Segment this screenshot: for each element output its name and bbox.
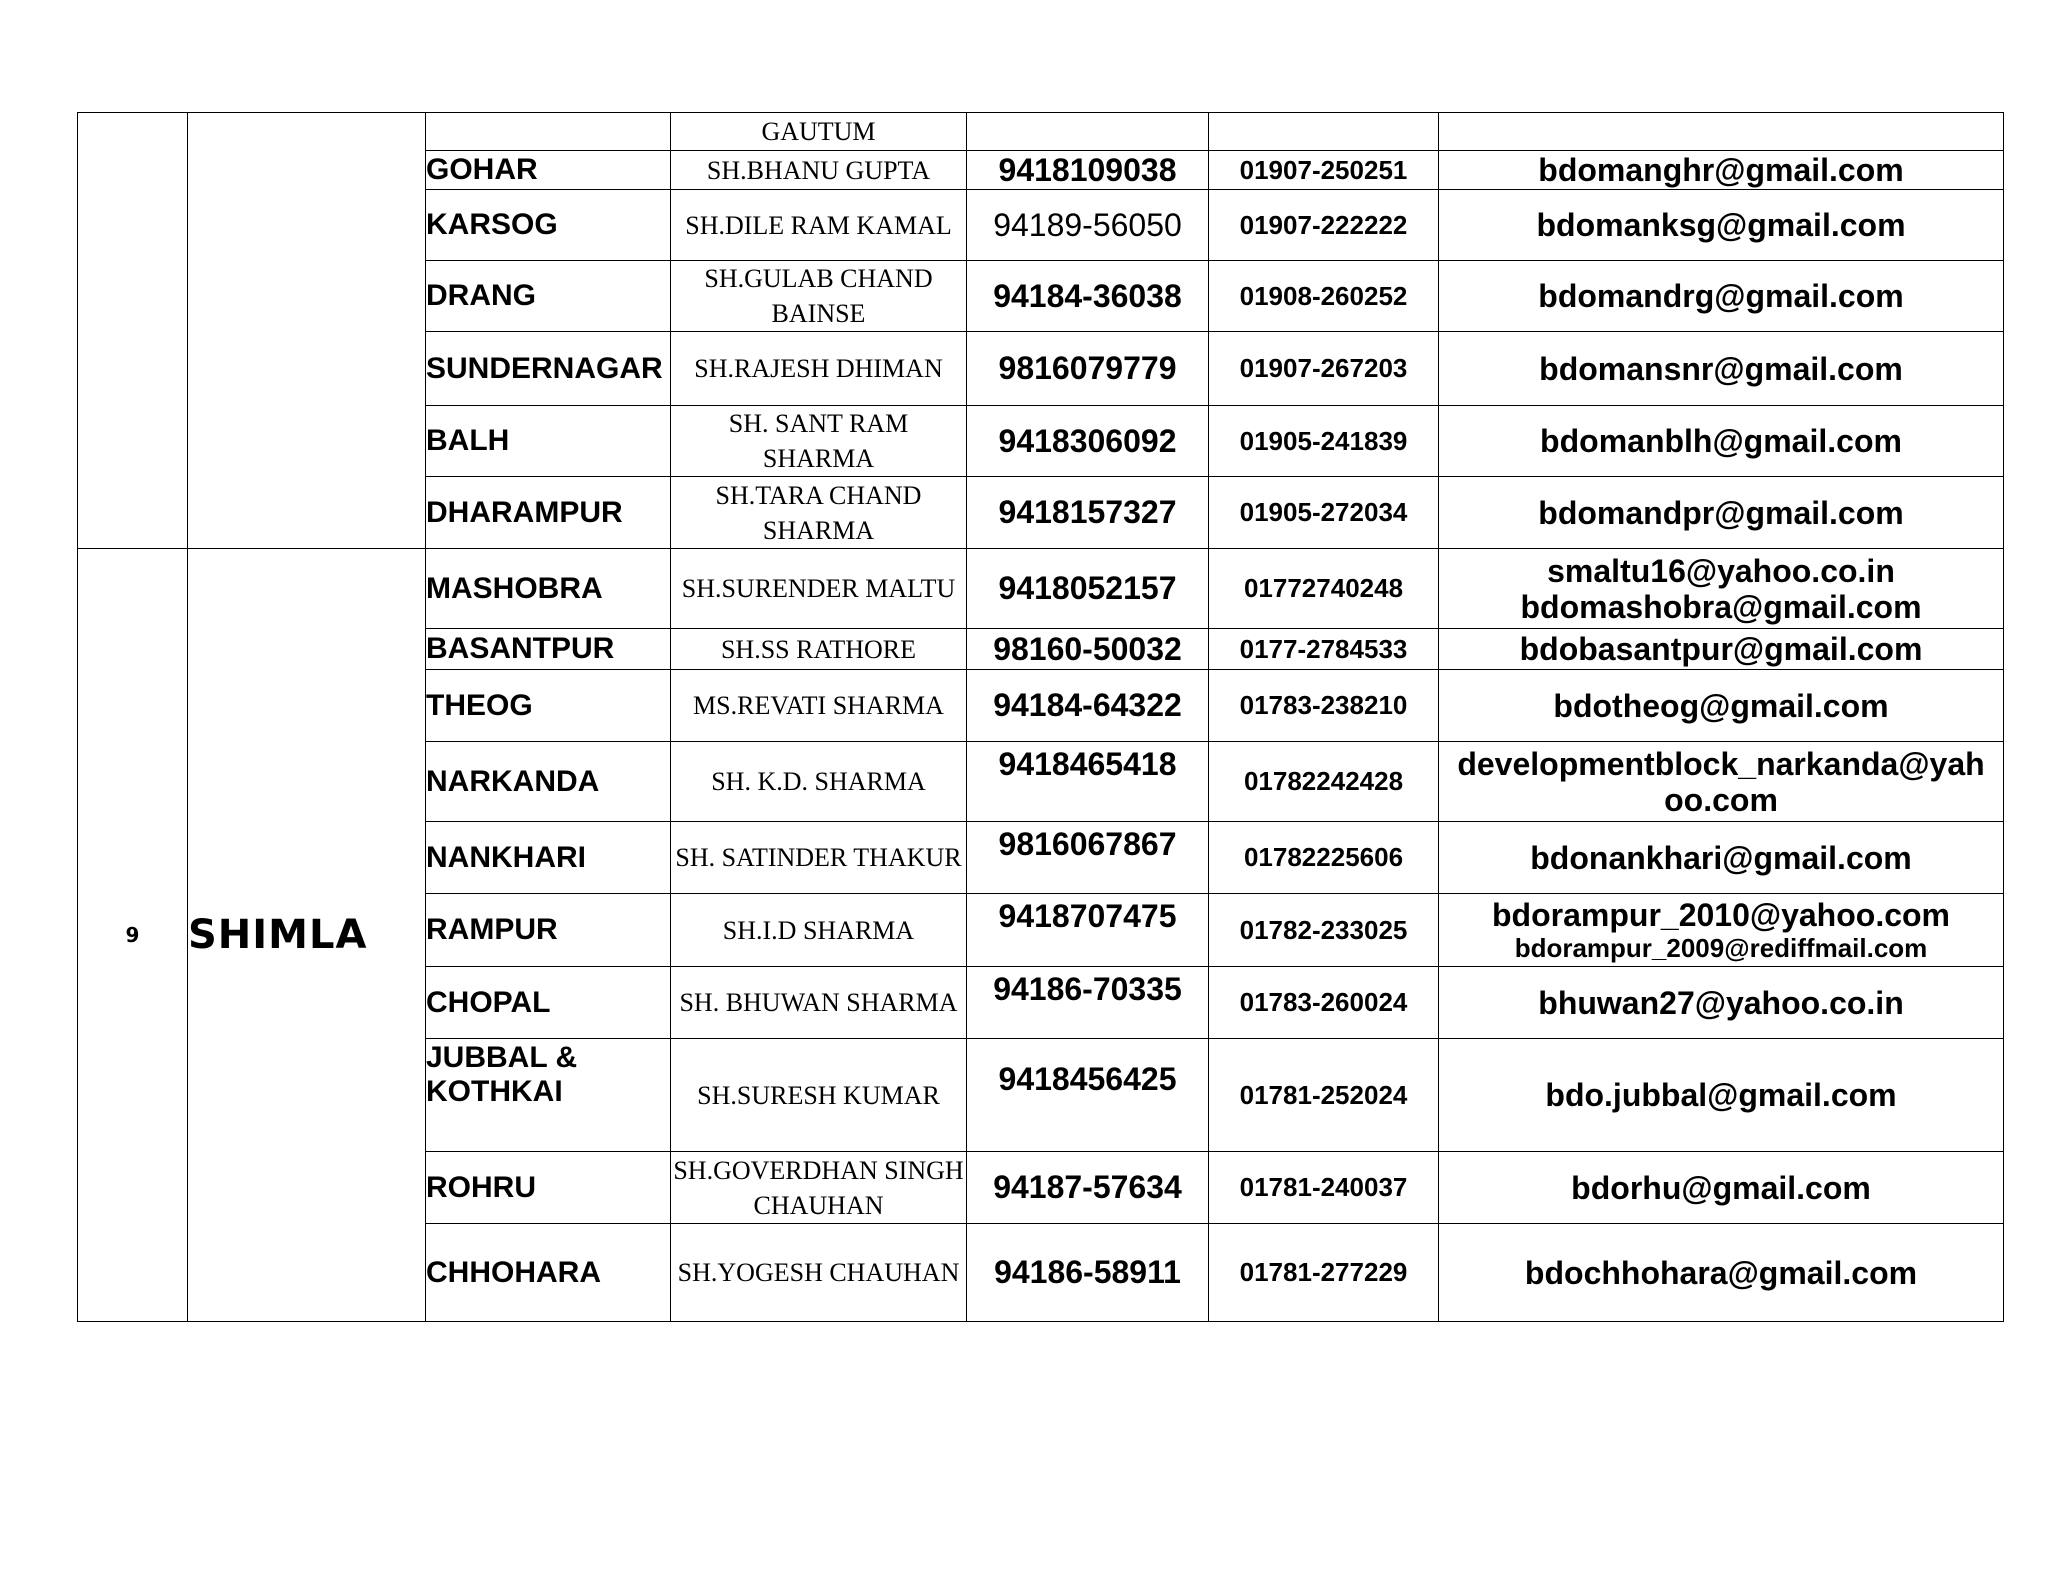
block-name-cell: CHHOHARA (426, 1224, 671, 1322)
block-name-cell: DRANG (426, 261, 671, 332)
block-name-cell: BALH (426, 406, 671, 477)
mobile-number-cell (967, 113, 1209, 151)
email-cell: bdorhu@gmail.com (1439, 1152, 2004, 1224)
office-phone-cell: 01782242428 (1209, 742, 1439, 822)
email-cell: bdomanghr@gmail.com (1439, 151, 2004, 190)
officer-name-cell: MS.REVATI SHARMA (671, 670, 967, 742)
block-name-cell: MASHOBRA (426, 549, 671, 629)
email-cell (1439, 549, 2004, 629)
email-cell: bdomansnr@gmail.com (1439, 332, 2004, 406)
mobile-number-cell: 9418465418 (967, 742, 1209, 822)
officer-name-cell: SH.SS RATHORE (671, 629, 967, 670)
block-name-cell (426, 113, 671, 151)
email-cell: bdo.jubbal@gmail.com (1439, 1039, 2004, 1152)
block-name-cell: JUBBAL & KOTHKAI (426, 1039, 671, 1152)
office-phone-cell: 01783-238210 (1209, 670, 1439, 742)
officer-name-cell: SH.SURENDER MALTU (671, 549, 967, 629)
officer-name-cell: SH.SURESH KUMAR (671, 1039, 967, 1152)
email-cell: bhuwan27@yahoo.co.in (1439, 967, 2004, 1039)
officer-name-cell: SH. BHUWAN SHARMA (671, 967, 967, 1039)
block-name-cell: DHARAMPUR (426, 477, 671, 549)
office-phone-cell: 01781-240037 (1209, 1152, 1439, 1224)
office-phone-cell: 01782225606 (1209, 822, 1439, 894)
serial-number-cell (78, 113, 188, 549)
mobile-number-cell: 94184-64322 (967, 670, 1209, 742)
officer-name-cell: SH.RAJESH DHIMAN (671, 332, 967, 406)
email-cell (1439, 894, 2004, 967)
office-phone-cell: 01907-250251 (1209, 151, 1439, 190)
office-phone-cell: 01783-260024 (1209, 967, 1439, 1039)
mobile-number-cell: 9418157327 (967, 477, 1209, 549)
mobile-number-cell: 9418052157 (967, 549, 1209, 629)
email-cell: bdomanksg@gmail.com (1439, 190, 2004, 261)
mobile-number-cell: 94187-57634 (967, 1152, 1209, 1224)
serial-number-cell: 9 (78, 549, 188, 1322)
mobile-number-cell: 9816079779 (967, 332, 1209, 406)
office-phone-cell: 01907-267203 (1209, 332, 1439, 406)
office-phone-cell (1209, 113, 1439, 151)
email-cell: bdotheog@gmail.com (1439, 670, 2004, 742)
mobile-number-cell: 94186-58911 (967, 1224, 1209, 1322)
mobile-number-cell: 9418306092 (967, 406, 1209, 477)
office-phone-cell: 0177-2784533 (1209, 629, 1439, 670)
table-row (78, 113, 2004, 151)
office-phone-cell: 01905-241839 (1209, 406, 1439, 477)
block-name-cell: THEOG (426, 670, 671, 742)
block-name-cell: NANKHARI (426, 822, 671, 894)
office-phone-cell: 01781-252024 (1209, 1039, 1439, 1152)
officer-name-cell: SH.YOGESH CHAUHAN (671, 1224, 967, 1322)
officer-name-cell: SH.BHANU GUPTA (671, 151, 967, 190)
block-name-cell: GOHAR (426, 151, 671, 190)
block-name-cell: NARKANDA (426, 742, 671, 822)
mobile-number-cell: 94189-56050 (967, 190, 1209, 261)
district-name-cell (188, 113, 426, 549)
officer-name-cell: SH.GULAB CHAND BAINSE (671, 261, 967, 332)
officer-name-cell: SH. SATINDER THAKUR (671, 822, 967, 894)
email-cell: bdomandrg@gmail.com (1439, 261, 2004, 332)
officer-name-cell: SH.TARA CHAND SHARMA (671, 477, 967, 549)
email-cell: bdobasantpur@gmail.com (1439, 629, 2004, 670)
officer-name-cell: SH.I.D SHARMA (671, 894, 967, 967)
mobile-number-cell: 9418707475 (967, 894, 1209, 967)
officer-name-cell: SH. K.D. SHARMA (671, 742, 967, 822)
office-phone-cell: 01782-233025 (1209, 894, 1439, 967)
mobile-number-cell: 94184-36038 (967, 261, 1209, 332)
email-cell: bdomanblh@gmail.com (1439, 406, 2004, 477)
mobile-number-cell: 9816067867 (967, 822, 1209, 894)
bdo-contact-table (77, 112, 2004, 1322)
email-secondary: bdomashobra@gmail.com (1520, 588, 1922, 625)
email-primary: bdorampur_2010@yahoo.com (1492, 897, 1950, 933)
block-name-cell: CHOPAL (426, 967, 671, 1039)
mobile-number-cell: 9418109038 (967, 151, 1209, 190)
email-cell: developmentblock_narkanda@yahoo.com (1439, 742, 2004, 822)
block-name-cell: SUNDERNAGAR (426, 332, 671, 406)
mobile-number-cell: 98160-50032 (967, 629, 1209, 670)
block-name-cell: BASANTPUR (426, 629, 671, 670)
officer-name-cell: SH.DILE RAM KAMAL (671, 190, 967, 261)
block-name-cell: ROHRU (426, 1152, 671, 1224)
block-name-cell: RAMPUR (426, 894, 671, 967)
mobile-number-cell: 9418456425 (967, 1039, 1209, 1152)
table-row (78, 549, 2004, 629)
officer-name-cell: GAUTUM (671, 113, 967, 151)
block-name-cell: KARSOG (426, 190, 671, 261)
email-cell: bdochhohara@gmail.com (1439, 1224, 2004, 1322)
district-name-cell: SHIMLA (188, 549, 426, 1322)
office-phone-cell: 01781-277229 (1209, 1224, 1439, 1322)
office-phone-cell: 01905-272034 (1209, 477, 1439, 549)
officer-name-cell: SH. SANT RAM SHARMA (671, 406, 967, 477)
email-cell (1439, 113, 2004, 151)
email-cell: bdomandpr@gmail.com (1439, 477, 2004, 549)
email-secondary: bdorampur_2009@rediffmail.com (1514, 933, 1928, 963)
office-phone-cell: 01772740248 (1209, 549, 1439, 629)
email-primary: smaltu16@yahoo.co.in (1547, 552, 1895, 589)
email-cell: bdonankhari@gmail.com (1439, 822, 2004, 894)
office-phone-cell: 01908-260252 (1209, 261, 1439, 332)
mobile-number-cell: 94186-70335 (967, 967, 1209, 1039)
office-phone-cell: 01907-222222 (1209, 190, 1439, 261)
officer-name-cell: SH.GOVERDHAN SINGH CHAUHAN (671, 1152, 967, 1224)
